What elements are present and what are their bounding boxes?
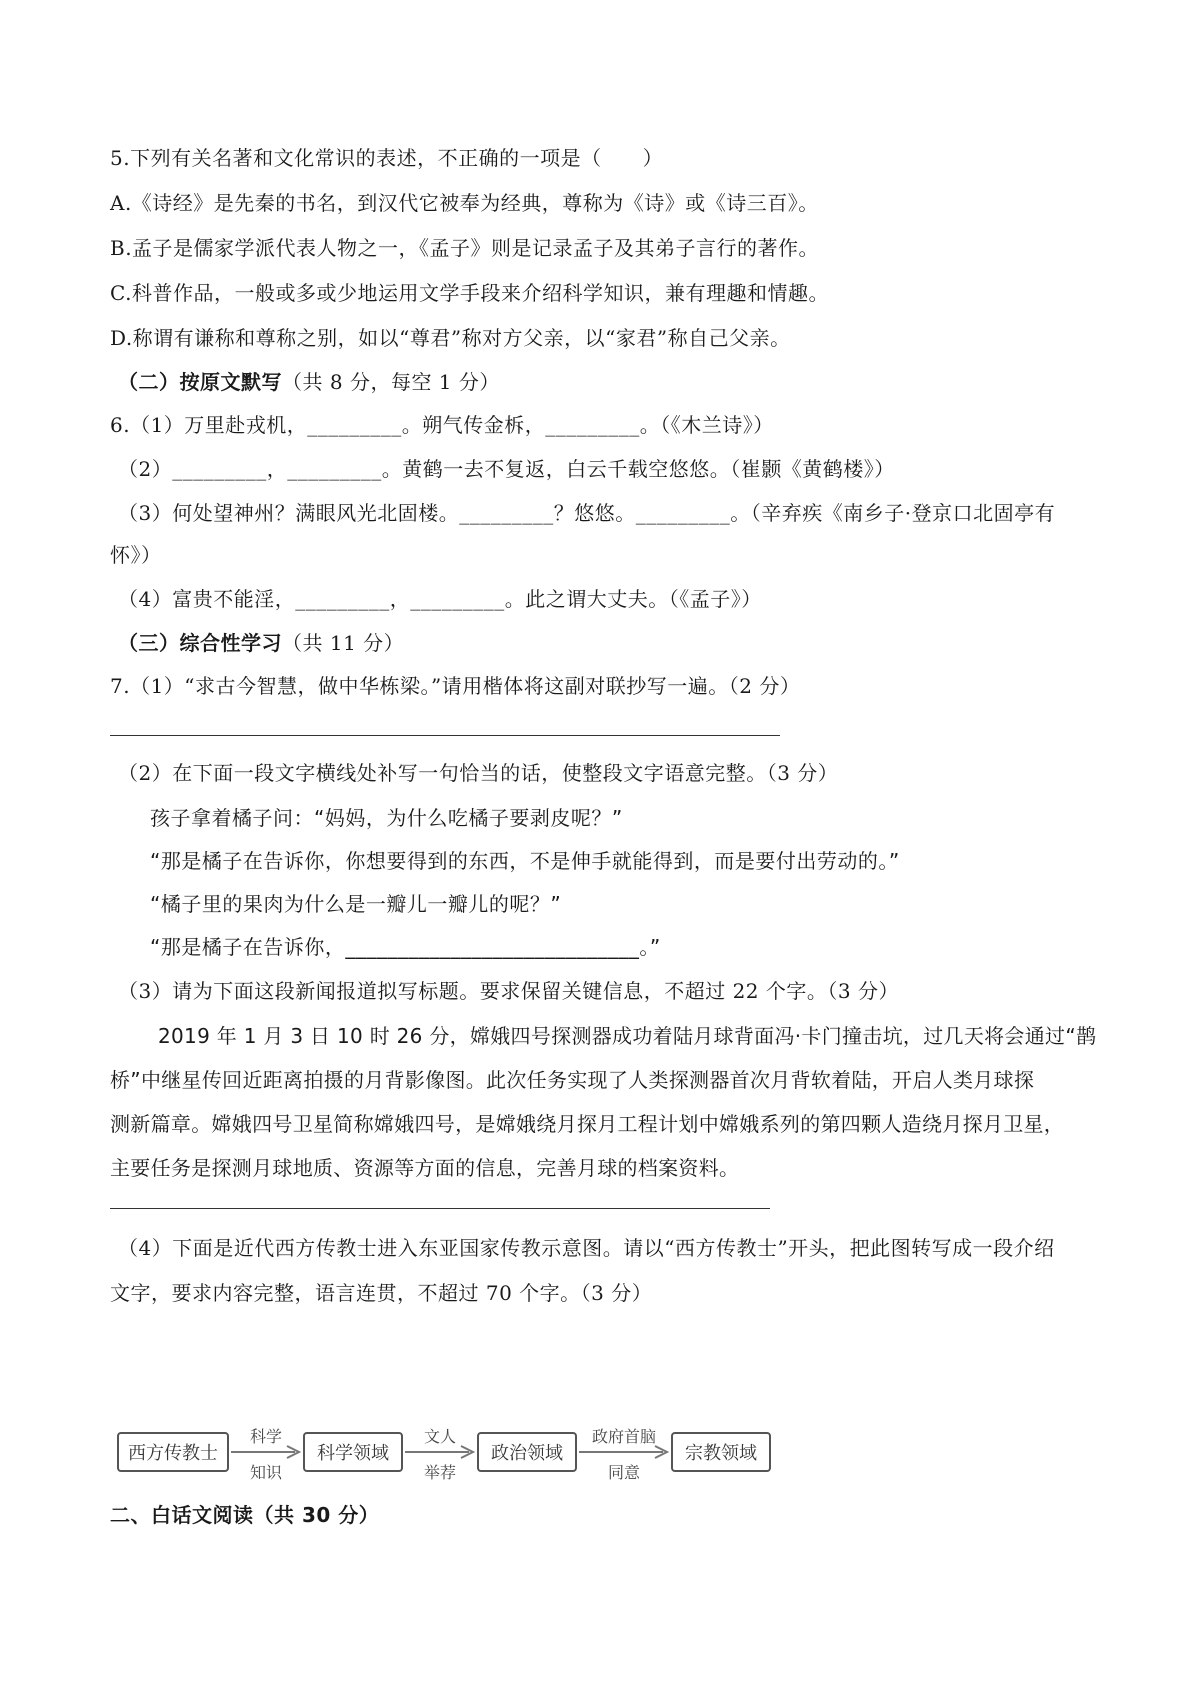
flow-box-missionary: 西方传教士: [117, 1432, 229, 1472]
section3-title: （三）综合性学习: [118, 631, 282, 655]
arrow-right-icon: [229, 1444, 303, 1460]
arrow-right-icon: [577, 1444, 671, 1460]
q7-part-4b: 文字，要求内容完整，语言连贯，不超过 70 个字。（3 分）: [110, 1281, 653, 1305]
q7-dialog-3: “橘子里的果肉为什么是一瓣儿一瓣儿的呢？”: [150, 892, 562, 916]
arrow-right-icon: [403, 1444, 477, 1460]
section2-note: （共 8 分，每空 1 分）: [282, 370, 500, 394]
q5-option-b: B.孟子是儒家学派代表人物之一，《孟子》则是记录孟子及其弟子言行的著作。: [110, 236, 820, 260]
q7-answer-line-1[interactable]: [110, 735, 780, 736]
q7-part-2: （2）在下面一段文字横线处补写一句恰当的话，使整段文字语意完整。（3 分）: [118, 761, 839, 785]
flow-box-science: 科学领域: [303, 1432, 403, 1472]
q5-stem: 5.下列有关名著和文化常识的表述，不正确的一项是（ ）: [110, 146, 664, 170]
q7-news-line-2: 桥”中继星传回近距离拍摄的月背影像图。此次任务实现了人类探测器首次月背软着陆，开启人类月球探: [110, 1068, 1035, 1092]
q7-dialog-4: “那是橘子在告诉你，____________________________。”: [150, 935, 661, 959]
section2-title: （二）按原文默写: [118, 370, 282, 394]
flow-box-politics: 政治领域: [477, 1432, 577, 1472]
flow-arrow-3: [577, 1424, 671, 1484]
q7-part-1: 7.（1）“求古今智慧，做中华栋梁。”请用楷体将这副对联抄写一遍。（2 分）: [110, 674, 801, 698]
q7-dialog-2: “那是橘子在告诉你，你想要得到的东西，不是伸手就能得到，而是要付出劳动的。”: [150, 849, 900, 873]
q5-option-d: D.称谓有谦称和尊称之别，如以“尊君”称对方父亲，以“家君”称自己父亲。: [110, 326, 791, 350]
q5-option-a: A.《诗经》是先秦的书名，到汉代它被奉为经典，尊称为《诗》或《诗三百》。: [110, 191, 819, 215]
flow-arrow-3-bottom: 同意: [607, 1463, 640, 1482]
flow-arrow-1-bottom: 知识: [249, 1463, 282, 1482]
section3-note: （共 11 分）: [282, 631, 405, 655]
missionary-flow-diagram: [117, 1424, 797, 1484]
flow-box-religion: 宗教领域: [671, 1432, 771, 1472]
section3-heading: [118, 630, 404, 656]
q7-news-line-4: 主要任务是探测月球地质、资源等方面的信息，完善月球的档案资料。: [110, 1156, 740, 1180]
flow-arrow-3-top: 政府首脑: [591, 1427, 656, 1446]
flow-arrow-2: [403, 1424, 477, 1484]
q7-answer-line-3[interactable]: [110, 1208, 770, 1209]
q7-news-line-1: 2019 年 1 月 3 日 10 时 26 分，嫦娥四号探测器成功着陆月球背面冯·卡门撞击坑，过几天将会通过“鹊: [158, 1024, 1097, 1048]
q6-line-1: 6.（1）万里赴戎机，_________。朔气传金柝，_________。（《木兰诗》）: [110, 413, 774, 437]
flow-arrow-2-top: 文人: [423, 1427, 456, 1446]
section2-heading: [118, 369, 500, 395]
part2-heading: 二、白话文阅读（共 30 分）: [110, 1503, 380, 1527]
q7-part-3: （3）请为下面这段新闻报道拟写标题。要求保留关键信息，不超过 22 个字。（3 分）: [118, 979, 899, 1003]
q6-line-2: （2）_________，_________。黄鹤一去不复返，白云千载空悠悠。（崔颢《黄鹤楼》）: [118, 457, 895, 481]
flow-arrow-1: [229, 1424, 303, 1484]
q6-line-3a: （3）何处望神州？满眼风光北固楼。_________？悠悠。_________。（辛弃疾《南乡子·登京口北固亭有: [118, 501, 1056, 525]
q6-line-3b: 怀》）: [110, 543, 162, 567]
flow-arrow-1-top: 科学: [249, 1427, 282, 1446]
q6-line-4: （4）富贵不能淫，_________，_________。此之谓大丈夫。（《孟子》）: [118, 587, 762, 611]
q5-option-c: C.科普作品，一般或多或少地运用文学手段来介绍科学知识，兼有理趣和情趣。: [110, 281, 829, 305]
q7-part-4a: （4）下面是近代西方传教士进入东亚国家传教示意图。请以“西方传教士”开头，把此图转写成一段介绍: [118, 1236, 1055, 1260]
q7-dialog-1: 孩子拿着橘子问：“妈妈，为什么吃橘子要剥皮呢？”: [150, 806, 623, 830]
flow-arrow-2-bottom: 举荐: [423, 1463, 456, 1482]
q7-news-line-3: 测新篇章。嫦娥四号卫星简称嫦娥四号，是嫦娥绕月探月工程计划中嫦娥系列的第四颗人造绕月探月卫星，: [110, 1112, 1065, 1136]
